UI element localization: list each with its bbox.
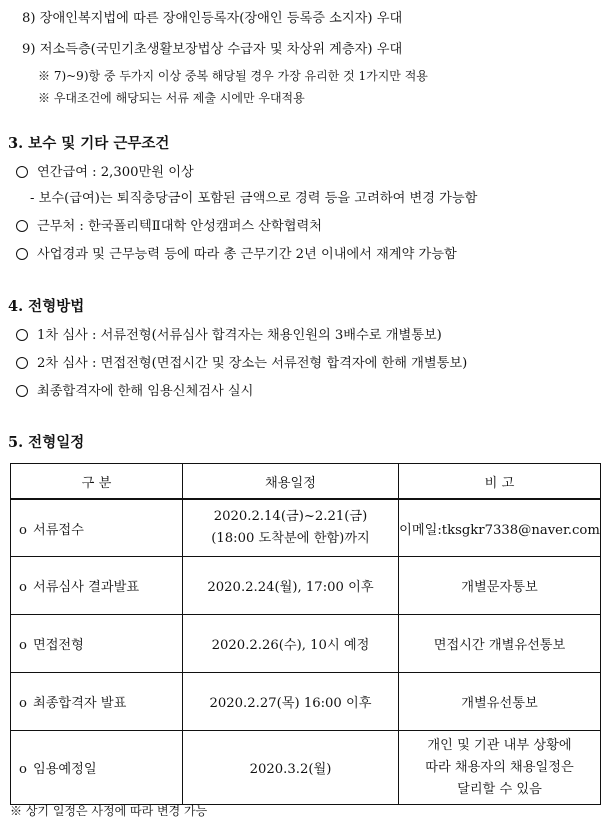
section-5-title: 5. 전형일정 [8, 434, 85, 451]
table-row [11, 615, 601, 673]
circle-bullet-icon [16, 248, 28, 260]
salary-item: 연간급여 : 2,300만원 이상 [16, 164, 194, 182]
salary-note: - 보수(급여)는 퇴직충당금이 포함된 금액으로 경력 등을 고려하여 변경 가능함 [30, 191, 478, 206]
header-category: 구 분 [11, 464, 183, 500]
row-note: 면접시간 개별유선통보 [399, 615, 601, 673]
schedule-table [10, 463, 601, 805]
header-schedule: 채용일정 [183, 464, 399, 500]
row-schedule: 2020.2.26(수), 10시 예정 [183, 615, 399, 673]
pref-item-9: 9) 저소득층(국민기초생활보장법상 수급자 및 차상위 계층자) 우대 [22, 42, 403, 57]
circle-bullet-icon [16, 385, 28, 397]
selection-step-2: 2차 심사 : 면접전형(면접시간 및 장소는 서류전형 합격자에 한해 개별통보) [16, 355, 467, 373]
bullet: o [19, 580, 27, 595]
row-schedule-detail: (18:00 도착분에 한함)까지 [211, 531, 370, 546]
bullet: o [19, 762, 27, 777]
circle-bullet-icon [16, 357, 28, 369]
row-note: 개별문자통보 [399, 557, 601, 615]
row-item: 최종합격자 발표 [32, 696, 127, 711]
row-item: 면접전형 [32, 638, 84, 653]
row-schedule: 2020.2.24(월), 17:00 이후 [183, 557, 399, 615]
circle-bullet-icon [16, 166, 28, 178]
row-note: 이메일:tksgkr7338@naver.com [399, 499, 601, 557]
circle-bullet-icon [16, 220, 28, 232]
circle-bullet-icon [16, 329, 28, 341]
table-row [11, 557, 601, 615]
bullet: o [19, 638, 27, 653]
table-row [11, 731, 601, 805]
bullet: o [19, 522, 27, 538]
table-row [11, 673, 601, 731]
row-note-line: 개인 및 기관 내부 상황에 [427, 737, 572, 753]
pref-item-8: 8) 장애인복지법에 따른 장애인등록자(장애인 등록증 소지자) 우대 [22, 11, 403, 26]
row-note-line: 달리할 수 있음 [457, 781, 542, 797]
section-4-title: 4. 전형방법 [8, 298, 85, 315]
table-row [11, 499, 601, 557]
selection-step-1: 1차 심사 : 서류전형(서류심사 합격자는 채용인원의 3배수로 개별통보) [16, 327, 442, 345]
row-note-line: 따라 채용자의 채용일정은 [425, 759, 574, 775]
row-schedule: 2020.2.27(목) 16:00 이후 [183, 673, 399, 731]
pref-note-2: ※ 우대조건에 해당되는 서류 제출 시에만 우대적용 [38, 91, 305, 105]
pref-note-1: ※ 7)~9)항 중 두가지 이상 중복 해당될 경우 가장 유리한 것 1가지만 적용 [38, 69, 428, 83]
bullet: o [19, 696, 27, 711]
schedule-footnote: ※ 상기 일정은 사정에 따라 변경 가능 [10, 804, 208, 818]
row-item: 서류접수 [32, 522, 84, 538]
contract-item: 사업경과 및 근무능력 등에 따라 총 근무기간 2년 이내에서 재계약 가능함 [16, 246, 457, 264]
row-schedule: 2020.3.2(월) [183, 731, 399, 805]
header-remarks: 비 고 [399, 464, 601, 500]
workplace-item: 근무처 : 한국폴리텍Ⅱ대학 안성캠퍼스 산학협력처 [16, 218, 322, 236]
row-note: 개별유선통보 [399, 673, 601, 731]
row-item: 임용예정일 [32, 762, 97, 777]
selection-step-3: 최종합격자에 한해 임용신체검사 실시 [16, 383, 253, 401]
section-3-title: 3. 보수 및 기타 근무조건 [8, 135, 170, 152]
row-schedule: 2020.2.14(금)~2.21(금) [213, 509, 368, 524]
row-item: 서류심사 결과발표 [32, 580, 140, 595]
table-header-row [11, 464, 601, 500]
